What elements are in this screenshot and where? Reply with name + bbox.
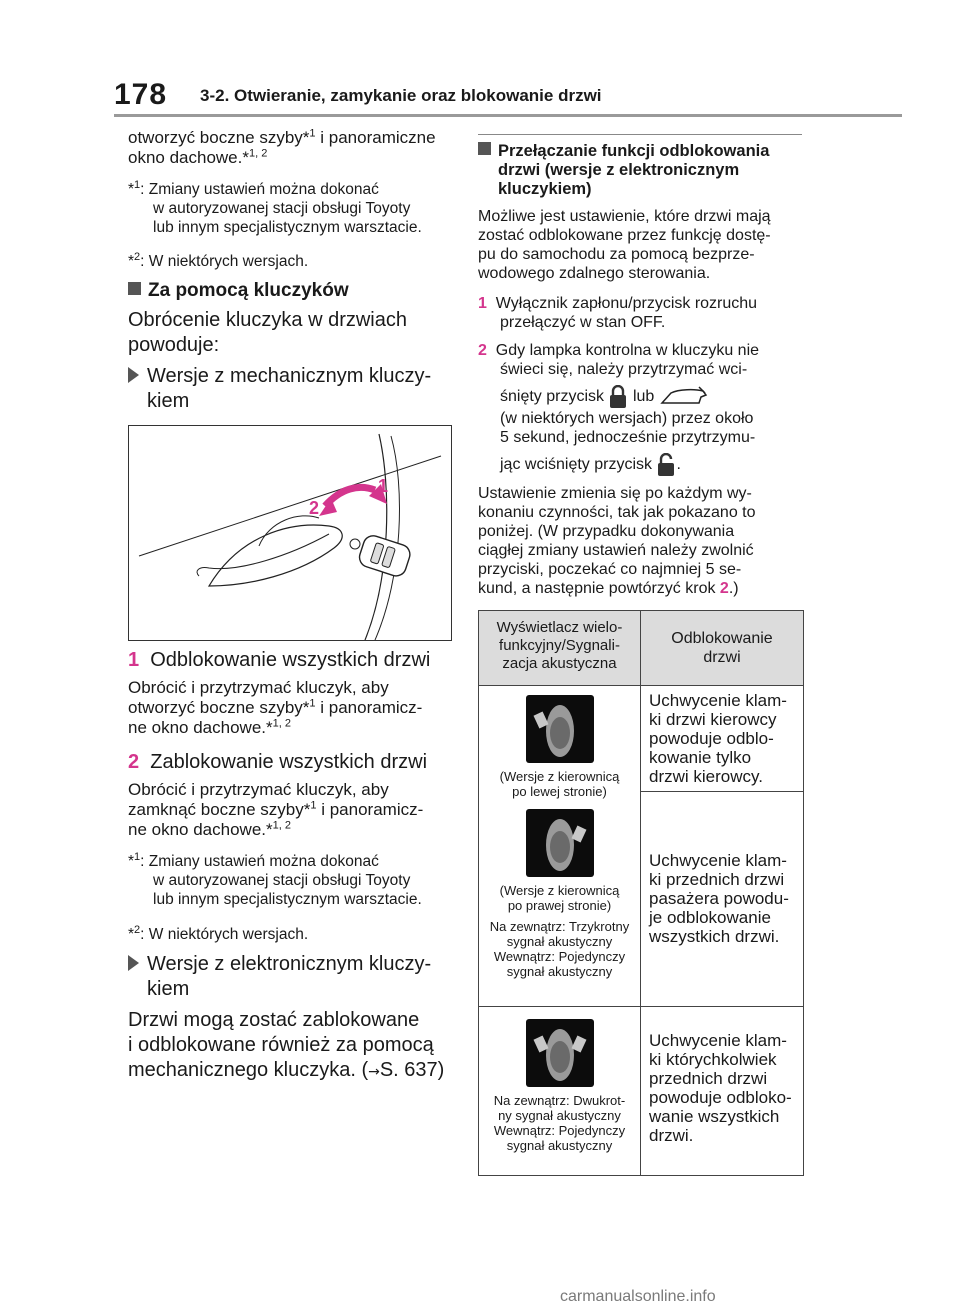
right-rule: [478, 134, 802, 135]
step-number: 1: [478, 295, 487, 312]
text-line: pu do samochodu za pomocą bezprze-: [478, 246, 755, 263]
fn-text: : W niektórych wersjach.: [140, 253, 309, 270]
table-row-2-right: [649, 1031, 799, 1145]
door-key-illustration: [128, 425, 452, 641]
cell-text: drzwi kierowcy.: [649, 767, 763, 786]
sup: 1: [134, 178, 141, 191]
caption: sygnał akustyczny: [506, 964, 613, 979]
caption: ny sygnał akustyczny: [498, 1108, 621, 1123]
header-rule: [114, 114, 902, 117]
mech-heading: [128, 364, 458, 414]
sup: 1: [309, 697, 316, 710]
cell-text: powoduje odblo-: [649, 729, 774, 748]
cell-text: ki przednich drzwi: [649, 870, 785, 889]
table-divider: [640, 611, 641, 1175]
text-line: Obrócić i przytrzymać kluczyk, aby: [128, 678, 389, 697]
cell-text: Uchwycenie klam-: [649, 851, 787, 870]
caption: (Wersje z kierownicą: [499, 883, 620, 898]
text-line: i panoramicz-: [315, 698, 423, 717]
text-line: mechanicznego kluczyka. (: [128, 1059, 369, 1081]
text-line: wodowego zdalnego sterowania.: [478, 265, 711, 282]
text-line: przełączyć w stan OFF.: [500, 314, 666, 331]
text-line: zostać odblokowane przez funkcję dostę-: [478, 227, 771, 244]
sup: 1, 2: [272, 819, 291, 832]
table-row-1-left: [479, 695, 640, 979]
sup: 2: [134, 923, 141, 936]
text-line: lub: [632, 388, 655, 406]
car-door-icon: [526, 695, 594, 763]
table-row-1a-right: [649, 691, 799, 786]
car-door-icon: [659, 385, 709, 409]
elec-heading: [128, 952, 458, 1002]
right-heading: [478, 142, 808, 199]
text-line: kund, a następnie powtórzyć krok: [478, 580, 720, 597]
right-para-2: [478, 484, 808, 598]
right-step-1: [478, 294, 808, 332]
text-line: przyciski, poczekać co najmniej 5 se-: [478, 561, 742, 578]
cell-text: wszystkich drzwi.: [649, 927, 780, 946]
cell-text: je odblokowanie: [649, 908, 771, 927]
page-number: 178: [114, 78, 168, 111]
caption: (Wersje z kierownicą: [499, 769, 620, 784]
caption: Na zewnątrz: Dwukrot-: [493, 1093, 626, 1108]
fn-text: w autoryzowanej stacji obsługi Toyoty: [153, 872, 411, 889]
sup: 1: [134, 850, 141, 863]
right-para-1: [478, 207, 808, 283]
text-line: .): [728, 580, 739, 597]
ill-label-1: 1: [378, 476, 389, 496]
turn-text: [128, 308, 458, 358]
text-line: jąc wciśnięty przycisk: [500, 456, 653, 474]
step-number: 1: [128, 649, 140, 671]
sup: 1: [309, 127, 316, 140]
text-line: .: [676, 456, 681, 474]
text-line: konaniu czynności, tak jak pokazano to: [478, 504, 756, 521]
step1-title: [128, 648, 430, 673]
closing-text: [128, 1008, 468, 1085]
header-text: Wyświetlacz wielo-: [496, 619, 623, 636]
left-intro: [128, 128, 458, 168]
settings-table: [478, 610, 804, 1176]
cell-text: wanie wszystkich: [649, 1107, 780, 1126]
heading-keys: [128, 280, 349, 302]
caption: po prawej stronie): [507, 898, 612, 913]
fn-mark: *: [128, 926, 135, 943]
table-header-left: [479, 611, 640, 686]
text-line: kiem: [147, 390, 190, 412]
text-line: Wyłącznik zapłonu/przycisk rozruchu: [495, 295, 758, 312]
cell-text: drzwi.: [649, 1126, 694, 1145]
square-bullet-icon: [128, 282, 141, 295]
text-line: zamknąć boczne szyby*: [128, 800, 311, 819]
text-line: Gdy lampka kontrolna w kluczyku nie: [495, 342, 760, 359]
fn-text: : Zmiany ustawień można dokonać: [140, 853, 379, 870]
section-title: 3-2. Otwieranie, zamykanie oraz blokowanie drzwi: [200, 86, 602, 105]
caption: Wewnątrz: Pojedynczy: [493, 1123, 626, 1138]
footnote-2: [128, 252, 308, 271]
row-rule: [640, 791, 803, 792]
square-bullet-icon: [478, 142, 491, 155]
step2-desc: [128, 780, 458, 840]
cell-text: ki drzwi kierowcy: [649, 710, 777, 729]
footnote-1: [128, 180, 458, 237]
table-row-1b-right: [649, 851, 799, 946]
cell-text: ki którychkolwiek: [649, 1050, 777, 1069]
step1-desc: [128, 678, 458, 738]
text-line: Wersje z elektronicznym kluczy-: [147, 953, 432, 975]
table-row-2-left: [479, 1019, 640, 1153]
text-line: Możliwe jest ustawienie, które drzwi mają: [478, 208, 771, 225]
right-step-2: [478, 341, 808, 477]
car-door-icon: [526, 809, 594, 877]
header-text: zacja akustyczna: [502, 655, 617, 672]
ill-label-2: 2: [309, 498, 320, 518]
intro-text: otworzyć boczne szyby*: [128, 128, 310, 147]
step-number: 2: [478, 342, 487, 359]
cell-text: powoduje odbloko-: [649, 1088, 792, 1107]
cell-text: Uchwycenie klam-: [649, 1031, 787, 1050]
text-line: kiem: [147, 978, 190, 1000]
unlock-icon: [656, 453, 676, 477]
fn-text: lub innym specjalistycznym warsztacie.: [153, 219, 422, 236]
text-line: poniżej. (W przypadku dokonywania: [478, 523, 735, 540]
caption: po lewej stronie): [512, 784, 607, 799]
table-header-right: [641, 611, 803, 686]
fn-mark: *: [128, 253, 135, 270]
text-line: otworzyć boczne szyby*: [128, 698, 310, 717]
footnote-3: [128, 852, 458, 909]
fn-mark: *: [128, 853, 135, 870]
car-door-icon: [526, 1019, 594, 1087]
text-line: ne okno dachowe.*: [128, 718, 273, 737]
text-line: Obrócić i przytrzymać kluczyk, aby: [128, 780, 389, 799]
header-text: Odblokowanie: [671, 630, 773, 647]
heading-text: kluczykiem): [498, 180, 592, 198]
heading-text: drzwi (wersje z elektronicznym: [498, 161, 740, 179]
step-title: Odblokowanie wszystkich drzwi: [150, 649, 431, 671]
step-title: Zablokowanie wszystkich drzwi: [150, 751, 428, 773]
sup: 1: [310, 799, 317, 812]
text-line: ne okno dachowe.*: [128, 820, 273, 839]
text-line: śnięty przycisk: [500, 388, 605, 406]
text-line: świeci się, należy przytrzymać wci-: [500, 361, 748, 378]
cell-text: przednich drzwi: [649, 1069, 768, 1088]
text-line: ciągłej zmiany ustawień należy zwolnić: [478, 542, 754, 559]
header-text: funkcyjny/Sygnali-: [499, 637, 620, 654]
caption: Wewnątrz: Pojedynczy: [493, 949, 626, 964]
arrow-bullet-icon: [128, 367, 139, 383]
watermark: carmanualsonline.info: [560, 1288, 716, 1305]
text-line: Drzwi mogą zostać zablokowane: [128, 1009, 420, 1031]
arrow-ref-icon: →: [368, 1064, 380, 1080]
step-number: 2: [128, 751, 140, 773]
row-rule: [479, 1006, 803, 1007]
door-key-drawing: [129, 426, 451, 640]
text-line: i panoramicz-: [316, 800, 424, 819]
cell-text: Uchwycenie klam-: [649, 691, 787, 710]
step-ref: 2: [719, 580, 729, 597]
caption: Na zewnątrz: Trzykrotny: [489, 919, 630, 934]
text-line: i odblokowane również za pomocą: [128, 1034, 434, 1056]
lock-icon: [608, 385, 628, 409]
step2-title: [128, 750, 427, 775]
heading-text: Przełączanie funkcji odblokowania: [498, 142, 770, 160]
caption: sygnał akustyczny: [506, 1138, 613, 1153]
sup: 1, 2: [272, 717, 291, 730]
intro-text: okno dachowe.*: [128, 148, 249, 167]
fn-text: : Zmiany ustawień można dokonać: [140, 181, 379, 198]
text-line: 5 sekund, jednocześnie przytrzymu-: [500, 429, 756, 446]
text-line: (w niektórych wersjach) przez około: [500, 410, 754, 427]
cell-text: pasażera powodu-: [649, 889, 789, 908]
header-text: drzwi: [703, 649, 741, 666]
text-line: Ustawienie zmienia się po każdym wy-: [478, 485, 752, 502]
fn-text: w autoryzowanej stacji obsługi Toyoty: [153, 200, 411, 217]
fn-text: lub innym specjalistycznym warsztacie.: [153, 891, 422, 908]
sup: 1, 2: [248, 147, 268, 160]
text-line: powoduje:: [128, 334, 220, 356]
intro-text: i panoramiczne: [315, 128, 436, 147]
arrow-bullet-icon: [128, 955, 139, 971]
page-ref[interactable]: S. 637): [379, 1059, 445, 1081]
heading-text: Za pomocą kluczyków: [148, 280, 349, 301]
caption: sygnał akustyczny: [506, 934, 613, 949]
footnote-4: [128, 925, 308, 944]
fn-mark: *: [128, 181, 135, 198]
cell-text: kowanie tylko: [649, 748, 752, 767]
text-line: Wersje z mechanicznym kluczy-: [147, 365, 432, 387]
text-line: Obrócenie kluczyka w drzwiach: [128, 309, 407, 331]
sup: 2: [134, 250, 141, 263]
fn-text: : W niektórych wersjach.: [140, 926, 309, 943]
